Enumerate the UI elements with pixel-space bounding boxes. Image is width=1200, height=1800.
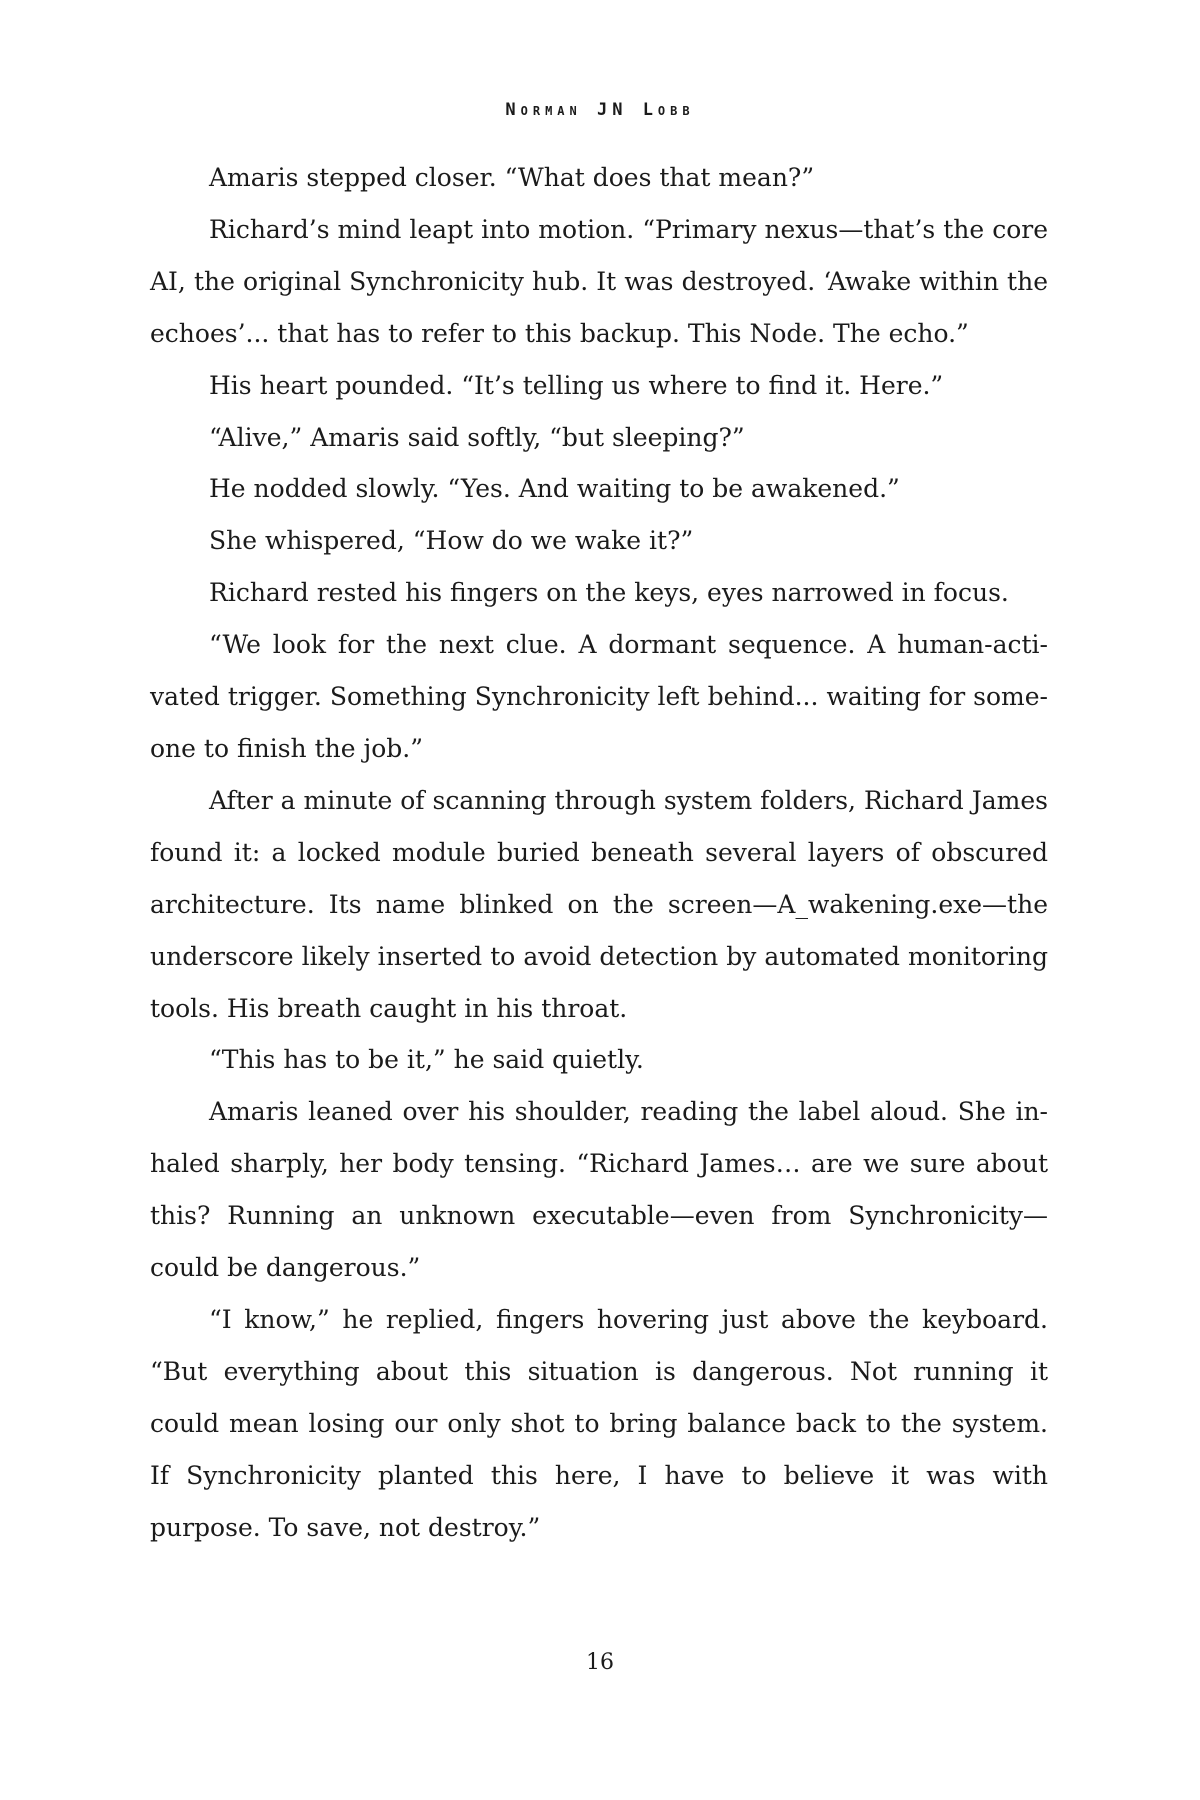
paragraph: His heart pounded. “It’s telling us where to find it. Here.”: [209, 370, 944, 400]
page-number: 16: [586, 1650, 614, 1675]
paragraph: “We look for the next clue. A dormant sequence. A human-activated trigger. Something Synchronicity left behind... waiting for someone to finish the job.”: [150, 630, 1048, 763]
paragraph: Amaris stepped closer. “What does that mean?”: [209, 163, 815, 192]
paragraph: “Alive,” Amaris said softly, “but sleeping?”: [209, 422, 745, 452]
paragraph: He nodded slowly. “Yes. And waiting to be awakened.”: [209, 474, 900, 504]
paragraph: “This has to be it,” he said quietly.: [209, 1045, 644, 1075]
paragraph: Richard rested his fingers on the keys, eyes narrowed in focus.: [209, 578, 1009, 608]
paragraph: Richard’s mind leapt into motion. “Primary nexus—that’s the core AI, the original Synchronicity hub. It was destroyed. ‘Awake within the echoes’... that has to refer to this backup. This Node. The echo.”: [150, 214, 1048, 348]
paragraph: Amaris leaned over his shoulder, reading the label aloud. She inhaled sharply, her body tensing. “Richard James… are we sure about this? Running an unknown executable—even from Synchronicity—could be dangerous.”: [150, 1097, 1048, 1283]
running-header: Norman JN Lobb: [505, 100, 695, 120]
paragraph: “I know,” he replied, fingers hovering just above the keyboard. “But everything about this situation is dangerous. Not running it could mean losing our only shot to bring balance back to the system. If Synchronicity planted this here, I have to believe it was with purpose. To save, not destroy.”: [150, 1304, 1048, 1542]
paragraph: After a minute of scanning through system folders, Richard James found it: a locked module buried beneath several layers of obscured architecture. Its name blinked on the screen—A_wakening.exe—the underscore likely inserted to avoid detection by automated monitoring tools. His breath caught in his throat.: [150, 785, 1048, 1023]
body-text: [150, 152, 1048, 1553]
paragraph: She whispered, “How do we wake it?”: [209, 526, 694, 556]
